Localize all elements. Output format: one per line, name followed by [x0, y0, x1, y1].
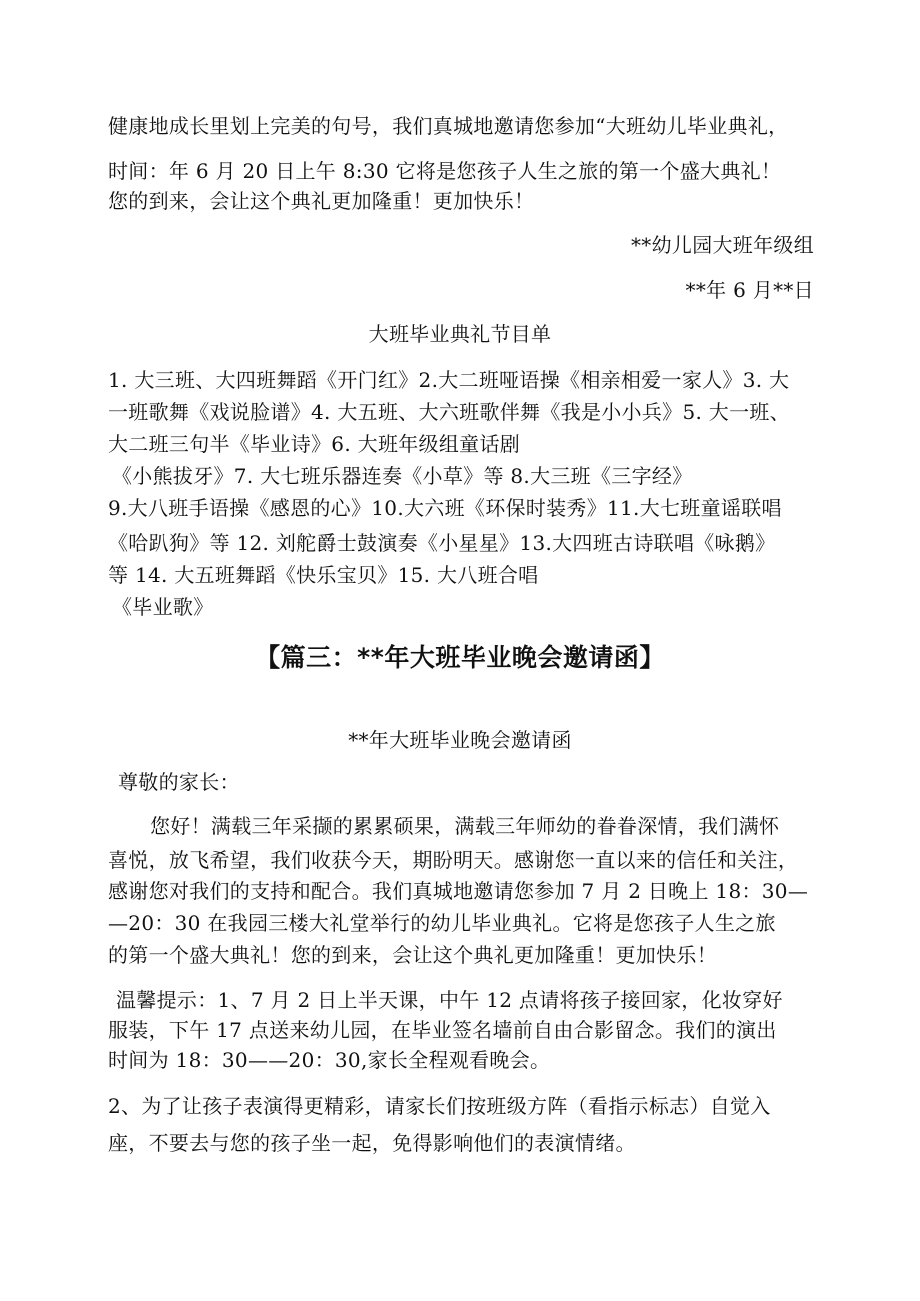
salutation: 尊敬的家长：	[118, 770, 240, 794]
tip-line: 服装，下午 17 点送来幼儿园，在毕业签名墙前自由合影留念。我们的演出	[108, 1018, 777, 1042]
invitation-subtitle: **年大班毕业晚会邀请函	[348, 728, 572, 752]
body-line: 的第一个盛大典礼！您的到来，会让这个典礼更加隆重！更加快乐！	[108, 943, 717, 967]
program-line: 大二班三句半《毕业诗》6. 大班年级组童话剧	[108, 432, 521, 456]
tip-line: 座，不要去与您的孩子坐一起，免得影响他们的表演情绪。	[108, 1131, 636, 1155]
body-line: 喜悦，放飞希望，我们收获今天，期盼明天。感谢您一直以来的信任和关注，	[108, 848, 799, 872]
program-line: 《小熊拔牙》7. 大七班乐器连奏《小草》等 8.大三班《三字经》	[112, 464, 693, 488]
body-line: 您好！满载三年采撷的累累硕果，满载三年师幼的眷眷深情，我们满怀	[150, 814, 780, 838]
program-line: 等 14. 大五班舞蹈《快乐宝贝》15. 大八班合唱	[108, 563, 539, 587]
program-line: 1. 大三班、大四班舞蹈《开门红》2.大二班哑语操《相亲相爱一家人》3. 大	[108, 368, 790, 392]
tip-line: 2、为了让孩子表演得更精彩，请家长们按班级方阵（看指示标志）自觉入	[108, 1094, 771, 1118]
tip-line: 温馨提示：1、7 月 2 日上半天课，中午 12 点请将孩子接回家，化妆穿好	[116, 988, 783, 1012]
tip-line: 时间为 18：30——20：30,家长全程观看晚会。	[108, 1048, 551, 1072]
program-line: 9.大八班手语操《感恩的心》10.大六班《环保时装秀》11.大七班童谣联唱	[108, 496, 782, 520]
invitation-text-line: 时间：年 6 月 20 日上午 8:30 它将是您孩子人生之旅的第一个盛大典礼！	[108, 159, 782, 183]
body-line: —20：30 在我园三楼大礼堂举行的幼儿毕业典礼。它将是您孩子人生之旅	[108, 911, 776, 935]
signature-date: **年 6 月**日	[685, 278, 814, 302]
program-title: 大班毕业典礼节目单	[368, 322, 552, 346]
signature-organization: **幼儿园大班年级组	[631, 233, 814, 257]
body-line: 感谢您对我们的支持和配合。我们真城地邀请您参加 7 月 2 日晚上 18：30—	[108, 879, 809, 903]
invitation-text-line: 健康地成长里划上完美的句号，我们真城地邀请您参加“大班幼儿毕业典礼，	[108, 114, 789, 138]
invitation-text-line: 您的到来，会让这个典礼更加隆重！更加快乐！	[108, 189, 535, 213]
program-line: 《毕业歌》	[112, 595, 214, 619]
program-line: 《哈趴狗》等 12. 刘舵爵士鼓演奏《小星星》13.大四班古诗联唱《咏鹅》	[108, 531, 776, 555]
program-line: 一班歌舞《戏说脸谱》4. 大五班、大六班歌伴舞《我是小小兵》5. 大一班、	[108, 400, 790, 424]
section-heading: 【篇三：**年大班毕业晚会邀请函】	[255, 643, 665, 672]
